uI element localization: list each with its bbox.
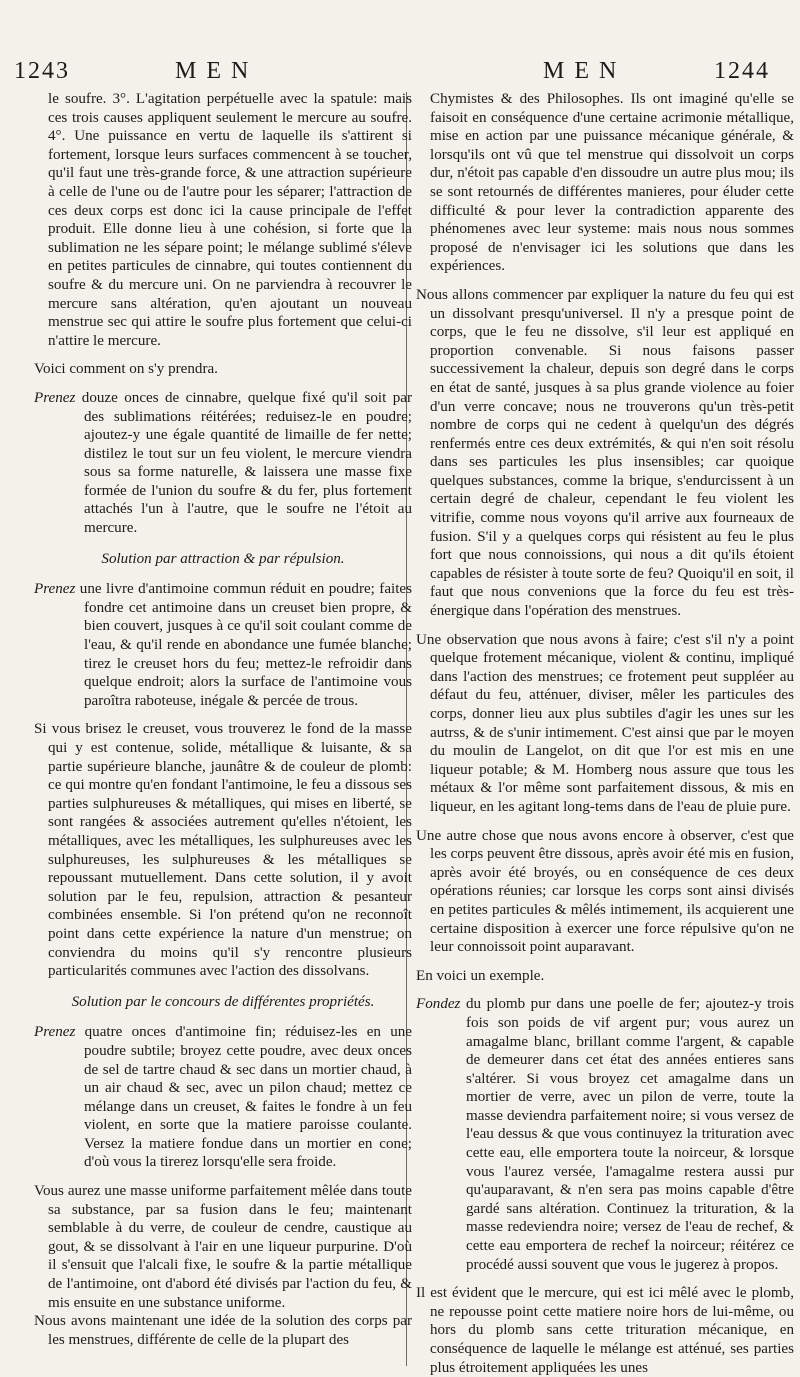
lead-word: Prenez (34, 581, 76, 598)
left-running-word: MEN (175, 58, 259, 84)
paragraph-text: douze onces de cinnabre, quelque fixé qu'il soit par des sublimations réitérées; reduisez-le en poudre; ajoutez-y une égale quantité de limaille de fer nette; distilez le tout sur un feu violent, le mercure viendra sous sa forme naturelle, & laissera une masse fixe formée de l'union du soufre & du fer, plus fortement attachés l'un à l'autre, que le soufre ne l'étoit au mercure. (75, 389, 412, 537)
paragraph: le soufre. 3°. L'agitation perpétuelle avec la spatule: mais ces trois causes appliquent seulement le mercure au soufre. 4°. Une puissance en vertu de laquelle ils s'attirent si fortement, lorsque leurs surfaces commencent à se toucher, qu'il faut une très-grande force, & une attraction supérieure à celle de l'une ou de l'autre pour les séparer; l'attraction de ces deux corps est donc ici la cause principale de l'effet produit. Elle donne lieu à une cohésion, si forte que la sublimation ne les sépare point; le mélange sublimé s'éleve en petites particules de cinnabre, qui toutes contiennent du soufre & du mercure uni. On ne parviendra à recouvrer le mercure sans altération, qu'en ajoutant un nouveau menstrue sec qui attire le soufre plus fortement que celui-ci n'attire le mercure. (48, 91, 412, 349)
right-running-word: MEN (543, 58, 627, 84)
paragraph: Une autre chose que nous avons encore à observer, c'est que les corps peuvent être dissous, après avoir été mis en fusion, après avoir été broyés, ou en conséquence de ces deux opérations réunies; car lorsque les corps sont ainsi divisés en petites particules & mêlés intimement, ils acquierent une certaine disposition à exercer une force répulsive qu'on ne leur connoissoit point auparavant. (416, 827, 794, 956)
running-header (0, 58, 800, 92)
left-column (34, 90, 412, 1368)
paragraph: Chymistes & des Philosophes. Ils ont imaginé qu'elle se faisoit en conséquence d'une certaine acrimonie métallique, mise en action par une puissance mécanique générale, & lorsqu'ils ont vû que tel menstrue qui dissolvoit un corps dur, n'étoit pas capable d'en dissoudre un autre plus mou; ils se sont retournés de différentes manieres, pour éluder cette difficulté & pour lever la contradiction apparente des phénomenes avec leur systeme: mais nous nous sommes proposé de n'envisager ici les solutions que dans les expériences. (430, 91, 794, 275)
paragraph: Il est évident que le mercure, qui est ici mêlé avec le plomb, ne repousse point cette matiere noire hors de lui-même, ou hors du plomb sans cette trituration mécanique, en conséquence de laquelle le mélange est atténué, ses parties plus étroitement appliquées les unes (416, 1285, 794, 1376)
paragraph (34, 580, 412, 710)
paragraph: Nous avons maintenant une idée de la solution des corps par les menstrues, différente de celle de la plupart des (34, 1313, 412, 1348)
paragraph-text: du plomb pur dans une poelle de fer; ajoutez-y trois fois son poids de vif argent pur; vous aurez un amagalme blanc, brillant comme l'argent, & capable de demeurer dans cet état des années entieres sans s'altérer. Si vous broyez cet amagalme dans un mortier de verre, avec un pilon de verre, toute la masse deviendra parfaitement noire; si vous versez de l'eau dessus & que vous continuyez la trituration avec cette eau, elle emportera toute la noirceur, & lorsque vous l'aurez versée, l'amagalme restera aussi pur qu'auparavant, & n'en sera pas moins capable d'être gardé sans altération. Continuez la trituration, & la masse redeviendra noire; versez de l'eau de rechef, & cette eau emportera de rechef la noirceur; réitérez ce procédé aussi souvent que vous le jugerez à propos. (460, 996, 794, 1273)
paragraph (34, 389, 412, 538)
paragraph-text: une livre d'antimoine commun réduit en poudre; faites fondre cet antimoine dans un creuset bien propre, & bien couvert, jusques à ce qu'il soit coulant comme de l'eau, & qu'il rende en abondance une fumée blanche; tirez le creuset hors du feu; mettez-le refroidir dans quelque endroit; alors la surface de l'antimoine vous paroîtra raboteuse, inégale & percée de trous. (75, 581, 412, 709)
section-subheading: Solution par attraction & par répulsion. (101, 550, 345, 567)
lead-word: Prenez (34, 1024, 76, 1041)
paragraph: Vous aurez une masse uniforme parfaitement mêlée dans toute sa substance, par sa fusion dans le feu; maintenant semblable à du verre, de couleur de cendre, caustique au gout, & se dissolvant à l'air en une liqueur purpurine. D'où il s'ensuit que l'alcali fixe, le soufre & la partie métallique de l'antimoine, ont d'abord été divisés par l'action du feu, & mis ensuite en une substance uniforme. (34, 1183, 412, 1311)
right-page-number: 1244 (714, 58, 770, 84)
paragraph: Si vous brisez le creuset, vous trouverez le fond de la masse qui y est contenue, solide, métallique & luisante, & sa partie supérieure blanche, jaunâtre & de couleur de plomb: ce qui montre qu'en fondant l'antimoine, le feu a dissous ses parties sulphureuses & métalliques, qui mises en liberté, se sont rangées & associées autrement qu'elles n'étoient, les métalliques, avec les métalliques, les sulphureuses avec les sulphureuses, les sulphureuses & les métalliques se repoussant mutuellement. Dans cette solution, il y avoit solution par le feu, repulsion, attraction & pesanteur combinées ensemble. Si l'on prétend qu'on ne reconnoît point dans cette expérience la nature d'un menstrue; on conviendra du moins qu'il s'y rencontre plusieurs particularités communes avec l'action des dissolvans. (34, 721, 412, 980)
left-page-number: 1243 (14, 58, 70, 84)
lead-word: Prenez (34, 389, 76, 406)
paragraph: Voici comment on s'y prendra. (34, 361, 218, 378)
paragraph: Une observation que nous avons à faire; c'est s'il n'y a point quelque frotement mécanique, violent & continu, impliqué dans l'action des menstrues; ce frotement peut suppléer au défaut du feu, atténuer, diviser, mêler les particules des corps, donner lieu aux plus subtiles d'agir les unes sur les autrss, & de s'unir intimement. C'est ainsi que par le moyen du moulin de Langelot, on dit que l'or est mis en une liqueur potable; & M. Homberg nous assure que tous les métaux & l'or même sont parfaitement dissous, & mis en liqueur, en les agitant long-tems dans de l'eau de pluie pure. (416, 631, 794, 815)
paragraph-text: quatre onces d'antimoine fin; réduisez-les en une poudre subtile; broyez cette poudre, avec deux onces de sel de tartre chaud & sec dans un mortier chaud, à un air chaud & sec, avec un pilon chaud; mettez ce mélange dans un creuset, & faites le fondre à un feu violent, en sorte que la matiere paroisse coulante. Versez la matiere fondue dans un mortier en cone; d'où vous la tirerez lorsqu'elle sera froide. (75, 1024, 412, 1171)
paragraph (34, 1023, 412, 1172)
section-subheading: Solution par le concours de différentes propriétés. (71, 993, 375, 1010)
lead-word: Fondez (416, 996, 461, 1013)
right-column (416, 90, 794, 1376)
paragraph (416, 995, 794, 1274)
paragraph: Nous allons commencer par expliquer la nature du feu qui est un dissolvant presqu'universel. Il n'y a presque point de corps, que le feu ne dissolve, s'il leur est appliqué en proportion convenable. Si nous faisons passer successivement la chaleur, depuis son degré dans le corps en état de santé, jusques à sa plus grande violence au foier d'un verre concave; nous ne trouverons qu'un très-petit nombre de corps qui ne cedent à quelqu'un des dégrés renfermés entre ces deux extrémités, & qui n'en soit résolu dans ses particules les plus insensibles; car quoique quelques substances, comme la brique, s'endurcissent à un certain degré de chaleur, cependant le feu violent les vitrifie, comme nous voyons qu'il arrive aux fourneaux de fusion. S'il y a quelques corps qui résistent au feu le plus fort que nous connoissions, qui nous a dit qu'ils étoient capables de résister à toute sorte de feu? Quoiqu'il en soit, il faut que nous convenions que la force du feu est très-énergique dans l'opération des menstrues. (416, 286, 794, 620)
paragraph: En voici un exemple. (416, 967, 545, 984)
